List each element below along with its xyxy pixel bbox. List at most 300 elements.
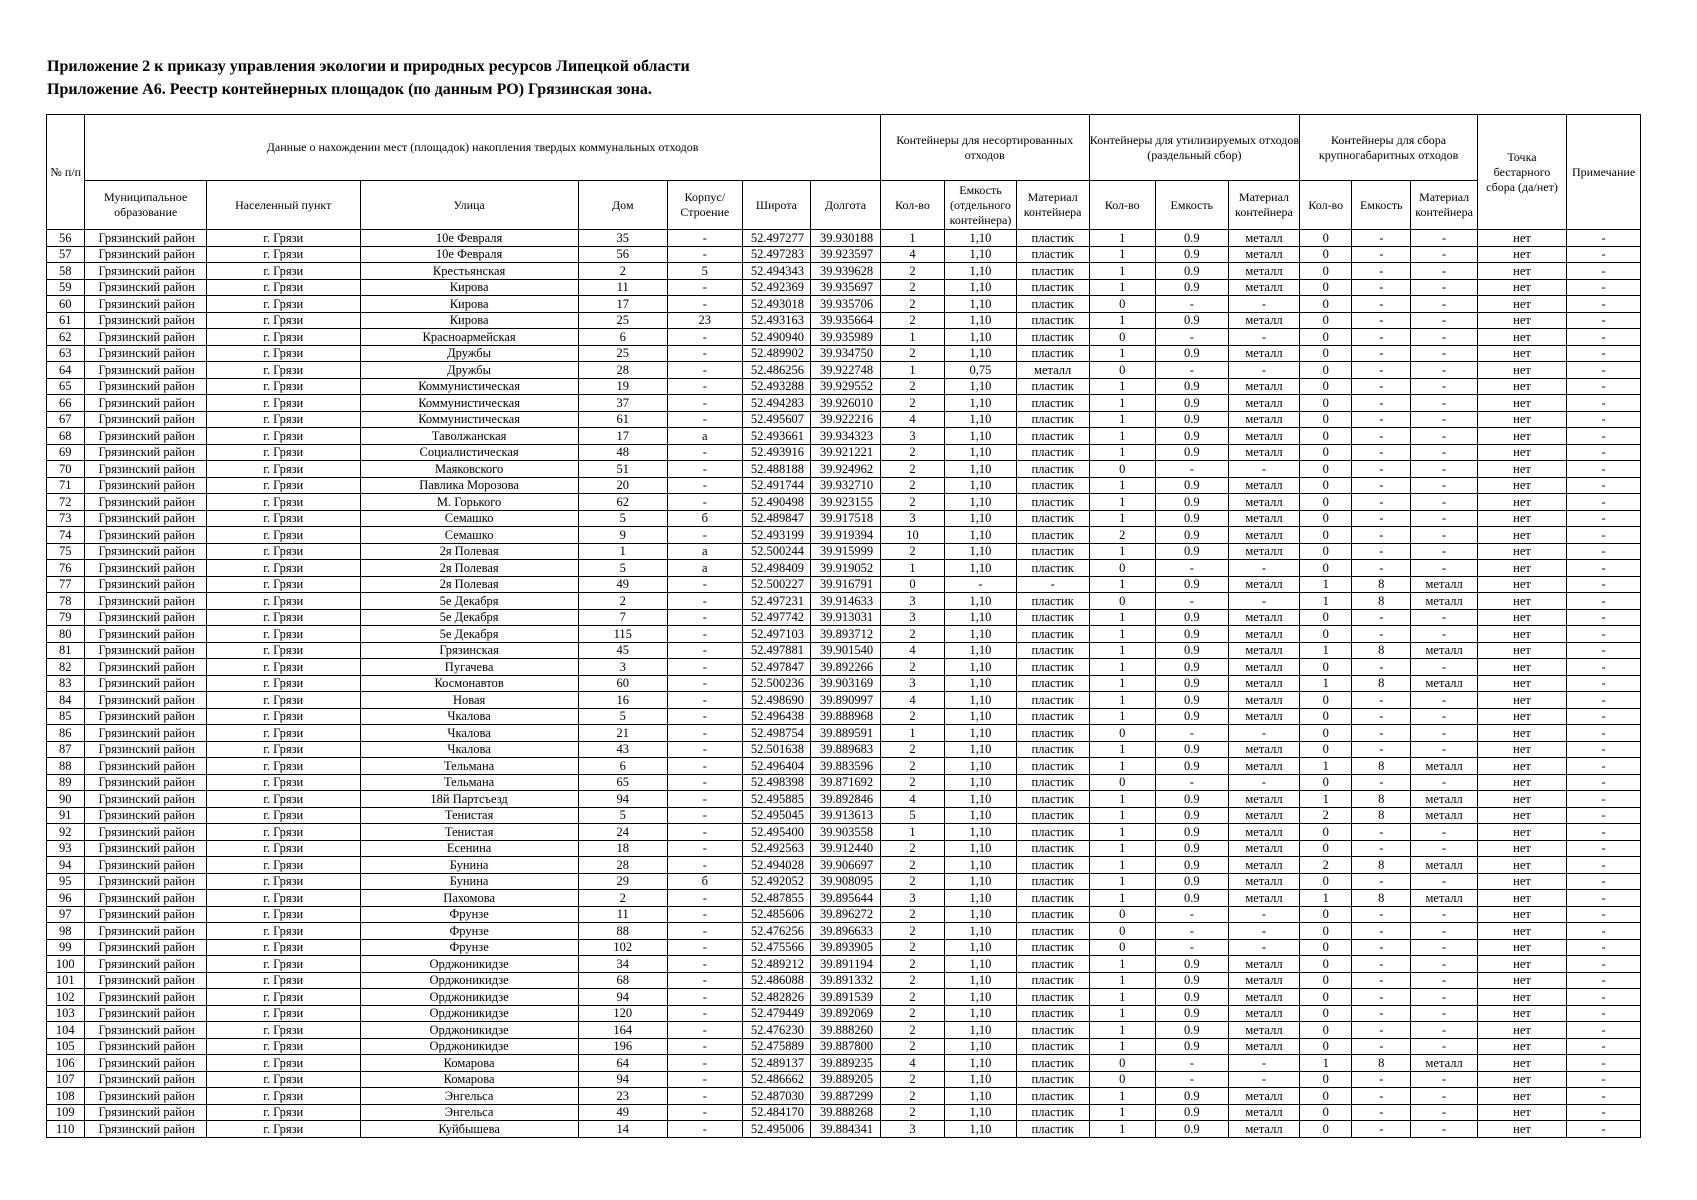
bulky-count-cell: 0 <box>1300 626 1352 643</box>
recyclable-material-cell: металл <box>1228 527 1300 544</box>
recyclable-count-cell: 1 <box>1089 840 1155 857</box>
municipality-cell: Грязинский район <box>85 378 206 395</box>
street-cell: М. Горького <box>360 494 578 511</box>
bulky-count-cell: 0 <box>1300 362 1352 379</box>
recyclable-capacity-cell: 0.9 <box>1155 626 1228 643</box>
longitude-cell: 39.889235 <box>811 1055 881 1072</box>
note-cell: - <box>1567 1121 1641 1138</box>
house-cell: 19 <box>578 378 667 395</box>
bulky-capacity-cell: - <box>1352 774 1411 791</box>
bulky-count-cell: 0 <box>1300 444 1352 461</box>
recyclable-count-cell: 1 <box>1089 741 1155 758</box>
note-cell: - <box>1567 989 1641 1006</box>
recyclable-capacity-cell: 0.9 <box>1155 510 1228 527</box>
longitude-cell: 39.934323 <box>811 428 881 445</box>
house-cell: 16 <box>578 692 667 709</box>
house-cell: 17 <box>578 296 667 313</box>
settlement-cell: г. Грязи <box>206 593 360 610</box>
note-cell: - <box>1567 857 1641 874</box>
settlement-cell: г. Грязи <box>206 626 360 643</box>
municipality-cell: Грязинский район <box>85 758 206 775</box>
bulky-count-cell: 1 <box>1300 791 1352 808</box>
unsorted-capacity-cell: 1,10 <box>945 741 1017 758</box>
building-cell: - <box>667 395 742 412</box>
unsorted-count-cell: 2 <box>880 857 944 874</box>
building-cell: - <box>667 725 742 742</box>
unsorted-capacity-cell: 1,10 <box>945 378 1017 395</box>
row-number: 80 <box>47 626 85 643</box>
bagless-point-cell: нет <box>1477 593 1566 610</box>
unsorted-material-cell: пластик <box>1016 329 1089 346</box>
recyclable-count-cell: 1 <box>1089 807 1155 824</box>
bulky-material-cell: - <box>1411 1088 1477 1105</box>
building-cell: 23 <box>667 312 742 329</box>
recyclable-material-cell: металл <box>1228 989 1300 1006</box>
bulky-material-cell: металл <box>1411 857 1477 874</box>
note-cell: - <box>1567 560 1641 577</box>
unsorted-capacity-cell: 1,10 <box>945 395 1017 412</box>
street-cell: Павлика Морозова <box>360 477 578 494</box>
recyclable-count-cell: 0 <box>1089 725 1155 742</box>
municipality-cell: Грязинский район <box>85 395 206 412</box>
header-recyclable-group: Контейнеры для утилизируемых отходов (раздельный сбор) <box>1089 115 1300 181</box>
bulky-capacity-cell: - <box>1352 428 1411 445</box>
latitude-cell: 52.475889 <box>742 1038 811 1055</box>
unsorted-capacity-cell: 1,10 <box>945 1055 1017 1072</box>
bulky-capacity-cell: - <box>1352 411 1411 428</box>
settlement-cell: г. Грязи <box>206 758 360 775</box>
bulky-material-cell: - <box>1411 609 1477 626</box>
bagless-point-cell: нет <box>1477 296 1566 313</box>
municipality-cell: Грязинский район <box>85 774 206 791</box>
bulky-material-cell: - <box>1411 263 1477 280</box>
building-cell: - <box>667 461 742 478</box>
settlement-cell: г. Грязи <box>206 510 360 527</box>
bulky-capacity-cell: 8 <box>1352 857 1411 874</box>
municipality-cell: Грязинский район <box>85 857 206 874</box>
table-row <box>47 609 1641 626</box>
row-number: 109 <box>47 1104 85 1121</box>
recyclable-material-cell: - <box>1228 725 1300 742</box>
unsorted-material-cell: пластик <box>1016 824 1089 841</box>
building-cell: - <box>667 477 742 494</box>
row-number: 65 <box>47 378 85 395</box>
table-row <box>47 758 1641 775</box>
unsorted-capacity-cell: 1,10 <box>945 543 1017 560</box>
street-cell: Есенина <box>360 840 578 857</box>
recyclable-count-cell: 0 <box>1089 906 1155 923</box>
bulky-capacity-cell: - <box>1352 659 1411 676</box>
recyclable-capacity-cell: - <box>1155 362 1228 379</box>
building-cell: - <box>667 989 742 1006</box>
latitude-cell: 52.495607 <box>742 411 811 428</box>
municipality-cell: Грязинский район <box>85 345 206 362</box>
house-cell: 94 <box>578 791 667 808</box>
bulky-material-cell: - <box>1411 461 1477 478</box>
latitude-cell: 52.489212 <box>742 956 811 973</box>
bulky-capacity-cell: 8 <box>1352 675 1411 692</box>
latitude-cell: 52.482826 <box>742 989 811 1006</box>
note-cell: - <box>1567 1038 1641 1055</box>
recyclable-capacity-cell: 0.9 <box>1155 1038 1228 1055</box>
bulky-capacity-cell: - <box>1352 345 1411 362</box>
bagless-point-cell: нет <box>1477 692 1566 709</box>
street-cell: 18й Партсъезд <box>360 791 578 808</box>
recyclable-count-cell: 1 <box>1089 395 1155 412</box>
row-number: 71 <box>47 477 85 494</box>
unsorted-material-cell: пластик <box>1016 741 1089 758</box>
recyclable-material-cell: - <box>1228 1071 1300 1088</box>
unsorted-material-cell: пластик <box>1016 411 1089 428</box>
bulky-capacity-cell: - <box>1352 263 1411 280</box>
row-number: 92 <box>47 824 85 841</box>
building-cell: - <box>667 230 742 247</box>
row-number: 61 <box>47 312 85 329</box>
longitude-cell: 39.888260 <box>811 1022 881 1039</box>
bulky-material-cell: металл <box>1411 791 1477 808</box>
settlement-cell: г. Грязи <box>206 708 360 725</box>
note-cell: - <box>1567 230 1641 247</box>
unsorted-count-cell: 2 <box>880 279 944 296</box>
longitude-cell: 39.917518 <box>811 510 881 527</box>
municipality-cell: Грязинский район <box>85 576 206 593</box>
table-row <box>47 395 1641 412</box>
bulky-capacity-cell: - <box>1352 725 1411 742</box>
building-cell: - <box>667 527 742 544</box>
street-cell: Чкалова <box>360 708 578 725</box>
street-cell: Комарова <box>360 1055 578 1072</box>
building-cell: - <box>667 972 742 989</box>
row-number: 78 <box>47 593 85 610</box>
recyclable-count-cell: 1 <box>1089 312 1155 329</box>
recyclable-material-cell: металл <box>1228 345 1300 362</box>
unsorted-capacity-cell: 1,10 <box>945 939 1017 956</box>
bulky-material-cell: металл <box>1411 642 1477 659</box>
bulky-count-cell: 0 <box>1300 972 1352 989</box>
recyclable-count-cell: 0 <box>1089 774 1155 791</box>
recyclable-capacity-cell: 0.9 <box>1155 378 1228 395</box>
street-cell: Энгельса <box>360 1088 578 1105</box>
note-cell: - <box>1567 774 1641 791</box>
street-cell: Куйбышева <box>360 1121 578 1138</box>
street-cell: Пугачева <box>360 659 578 676</box>
house-cell: 60 <box>578 675 667 692</box>
bulky-capacity-cell: - <box>1352 609 1411 626</box>
unsorted-capacity-cell: 1,10 <box>945 230 1017 247</box>
table-row <box>47 972 1641 989</box>
row-number: 107 <box>47 1071 85 1088</box>
unsorted-count-cell: 2 <box>880 461 944 478</box>
longitude-cell: 39.935697 <box>811 279 881 296</box>
unsorted-material-cell: пластик <box>1016 527 1089 544</box>
recyclable-material-cell: - <box>1228 1055 1300 1072</box>
bulky-material-cell: - <box>1411 774 1477 791</box>
recyclable-material-cell: - <box>1228 560 1300 577</box>
building-cell: - <box>667 626 742 643</box>
unsorted-material-cell: пластик <box>1016 692 1089 709</box>
municipality-cell: Грязинский район <box>85 741 206 758</box>
unsorted-capacity-cell: 1,10 <box>945 807 1017 824</box>
unsorted-material-cell: пластик <box>1016 560 1089 577</box>
bulky-material-cell: - <box>1411 246 1477 263</box>
bagless-point-cell: нет <box>1477 345 1566 362</box>
house-cell: 2 <box>578 263 667 280</box>
row-number: 67 <box>47 411 85 428</box>
table-row <box>47 378 1641 395</box>
recyclable-capacity-cell: 0.9 <box>1155 873 1228 890</box>
bulky-count-cell: 0 <box>1300 708 1352 725</box>
house-cell: 49 <box>578 576 667 593</box>
municipality-cell: Грязинский район <box>85 1055 206 1072</box>
bagless-point-cell: нет <box>1477 461 1566 478</box>
note-cell: - <box>1567 659 1641 676</box>
bulky-material-cell: - <box>1411 725 1477 742</box>
bagless-point-cell: нет <box>1477 956 1566 973</box>
longitude-cell: 39.929552 <box>811 378 881 395</box>
unsorted-capacity-cell: 1,10 <box>945 989 1017 1006</box>
unsorted-count-cell: 1 <box>880 560 944 577</box>
bulky-material-cell: - <box>1411 873 1477 890</box>
recyclable-material-cell: металл <box>1228 659 1300 676</box>
bagless-point-cell: нет <box>1477 989 1566 1006</box>
note-cell: - <box>1567 939 1641 956</box>
row-number: 81 <box>47 642 85 659</box>
house-cell: 14 <box>578 1121 667 1138</box>
street-cell: 10е Февраля <box>360 230 578 247</box>
settlement-cell: г. Грязи <box>206 807 360 824</box>
note-cell: - <box>1567 593 1641 610</box>
bulky-material-cell: - <box>1411 1071 1477 1088</box>
table-row <box>47 725 1641 742</box>
bulky-count-cell: 0 <box>1300 395 1352 412</box>
building-cell: - <box>667 956 742 973</box>
recyclable-count-cell: 1 <box>1089 626 1155 643</box>
settlement-cell: г. Грязи <box>206 774 360 791</box>
note-cell: - <box>1567 1104 1641 1121</box>
bulky-count-cell: 0 <box>1300 296 1352 313</box>
unsorted-count-cell: 2 <box>880 774 944 791</box>
bulky-count-cell: 0 <box>1300 230 1352 247</box>
note-cell: - <box>1567 1071 1641 1088</box>
table-row <box>47 741 1641 758</box>
recyclable-capacity-cell: 0.9 <box>1155 1005 1228 1022</box>
unsorted-material-cell: пластик <box>1016 840 1089 857</box>
header-municipality: Муниципальное образование <box>85 181 206 230</box>
bulky-material-cell: - <box>1411 1104 1477 1121</box>
street-cell: Комарова <box>360 1071 578 1088</box>
unsorted-material-cell: пластик <box>1016 1005 1089 1022</box>
latitude-cell: 52.500244 <box>742 543 811 560</box>
settlement-cell: г. Грязи <box>206 543 360 560</box>
unsorted-count-cell: 4 <box>880 1055 944 1072</box>
latitude-cell: 52.496438 <box>742 708 811 725</box>
unsorted-count-cell: 2 <box>880 296 944 313</box>
recyclable-count-cell: 1 <box>1089 444 1155 461</box>
building-cell: - <box>667 296 742 313</box>
street-cell: Социалистическая <box>360 444 578 461</box>
longitude-cell: 39.919052 <box>811 560 881 577</box>
table-row <box>47 279 1641 296</box>
unsorted-count-cell: 2 <box>880 1022 944 1039</box>
bulky-material-cell: - <box>1411 1121 1477 1138</box>
building-cell: б <box>667 510 742 527</box>
unsorted-capacity-cell: 1,10 <box>945 510 1017 527</box>
row-number: 95 <box>47 873 85 890</box>
unsorted-count-cell: 3 <box>880 609 944 626</box>
latitude-cell: 52.475566 <box>742 939 811 956</box>
longitude-cell: 39.884341 <box>811 1121 881 1138</box>
recyclable-count-cell: 1 <box>1089 1088 1155 1105</box>
house-cell: 51 <box>578 461 667 478</box>
row-number: 58 <box>47 263 85 280</box>
table-row <box>47 956 1641 973</box>
building-cell: - <box>667 741 742 758</box>
latitude-cell: 52.494028 <box>742 857 811 874</box>
municipality-cell: Грязинский район <box>85 296 206 313</box>
building-cell: - <box>667 362 742 379</box>
table-row <box>47 692 1641 709</box>
recyclable-capacity-cell: - <box>1155 725 1228 742</box>
latitude-cell: 52.476256 <box>742 923 811 940</box>
bagless-point-cell: нет <box>1477 444 1566 461</box>
latitude-cell: 52.494343 <box>742 263 811 280</box>
bulky-count-cell: 0 <box>1300 329 1352 346</box>
table-row <box>47 1005 1641 1022</box>
bulky-count-cell: 1 <box>1300 593 1352 610</box>
unsorted-capacity-cell: 1,10 <box>945 279 1017 296</box>
recyclable-count-cell: 1 <box>1089 246 1155 263</box>
latitude-cell: 52.489902 <box>742 345 811 362</box>
settlement-cell: г. Грязи <box>206 659 360 676</box>
row-number: 82 <box>47 659 85 676</box>
bulky-capacity-cell: - <box>1352 246 1411 263</box>
recyclable-capacity-cell: 0.9 <box>1155 345 1228 362</box>
latitude-cell: 52.501638 <box>742 741 811 758</box>
note-cell: - <box>1567 824 1641 841</box>
street-cell: Кирова <box>360 312 578 329</box>
recyclable-material-cell: металл <box>1228 1088 1300 1105</box>
table-row <box>47 626 1641 643</box>
unsorted-capacity-cell: 1,10 <box>945 428 1017 445</box>
bagless-point-cell: нет <box>1477 246 1566 263</box>
row-number: 73 <box>47 510 85 527</box>
house-cell: 9 <box>578 527 667 544</box>
unsorted-capacity-cell: 1,10 <box>945 296 1017 313</box>
recyclable-material-cell: металл <box>1228 378 1300 395</box>
unsorted-material-cell: пластик <box>1016 956 1089 973</box>
house-cell: 7 <box>578 609 667 626</box>
latitude-cell: 52.493661 <box>742 428 811 445</box>
bulky-capacity-cell: - <box>1352 626 1411 643</box>
note-cell: - <box>1567 890 1641 907</box>
longitude-cell: 39.893905 <box>811 939 881 956</box>
recyclable-count-cell: 0 <box>1089 1071 1155 1088</box>
unsorted-material-cell: пластик <box>1016 494 1089 511</box>
bagless-point-cell: нет <box>1477 510 1566 527</box>
bulky-capacity-cell: - <box>1352 708 1411 725</box>
recyclable-material-cell: металл <box>1228 824 1300 841</box>
building-cell: - <box>667 279 742 296</box>
note-cell: - <box>1567 840 1641 857</box>
recyclable-capacity-cell: 0.9 <box>1155 527 1228 544</box>
building-cell: - <box>667 1038 742 1055</box>
row-number: 106 <box>47 1055 85 1072</box>
header-bulky-group: Контейнеры для сбора крупногабаритных отходов <box>1300 115 1478 181</box>
municipality-cell: Грязинский район <box>85 923 206 940</box>
street-cell: Орджоникидзе <box>360 956 578 973</box>
municipality-cell: Грязинский район <box>85 675 206 692</box>
settlement-cell: г. Грязи <box>206 296 360 313</box>
unsorted-count-cell: 3 <box>880 428 944 445</box>
row-number: 105 <box>47 1038 85 1055</box>
unsorted-count-cell: 2 <box>880 923 944 940</box>
unsorted-capacity-cell: 1,10 <box>945 873 1017 890</box>
table-row <box>47 312 1641 329</box>
bagless-point-cell: нет <box>1477 1104 1566 1121</box>
row-number: 100 <box>47 956 85 973</box>
bulky-capacity-cell: - <box>1352 956 1411 973</box>
unsorted-material-cell: пластик <box>1016 477 1089 494</box>
settlement-cell: г. Грязи <box>206 675 360 692</box>
street-cell: Семашко <box>360 527 578 544</box>
longitude-cell: 39.888968 <box>811 708 881 725</box>
municipality-cell: Грязинский район <box>85 1071 206 1088</box>
street-cell: Дружбы <box>360 345 578 362</box>
unsorted-count-cell: 2 <box>880 939 944 956</box>
note-cell: - <box>1567 708 1641 725</box>
bulky-count-cell: 0 <box>1300 1104 1352 1121</box>
building-cell: - <box>667 494 742 511</box>
unsorted-material-cell: пластик <box>1016 543 1089 560</box>
unsorted-capacity-cell: 1,10 <box>945 1088 1017 1105</box>
unsorted-material-cell: пластик <box>1016 395 1089 412</box>
row-number: 89 <box>47 774 85 791</box>
bulky-material-cell: - <box>1411 477 1477 494</box>
bagless-point-cell: нет <box>1477 1055 1566 1072</box>
unsorted-material-cell: пластик <box>1016 510 1089 527</box>
bulky-capacity-cell: - <box>1352 312 1411 329</box>
bagless-point-cell: нет <box>1477 873 1566 890</box>
house-cell: 37 <box>578 395 667 412</box>
house-cell: 1 <box>578 543 667 560</box>
document-title-line-1: Приложение 2 к приказу управления экологии и природных ресурсов Липецкой области <box>47 58 690 75</box>
table-row <box>47 1038 1641 1055</box>
table-row <box>47 560 1641 577</box>
longitude-cell: 39.891194 <box>811 956 881 973</box>
recyclable-material-cell: металл <box>1228 873 1300 890</box>
unsorted-count-cell: 10 <box>880 527 944 544</box>
recyclable-capacity-cell: 0.9 <box>1155 989 1228 1006</box>
building-cell: - <box>667 708 742 725</box>
unsorted-material-cell: пластик <box>1016 230 1089 247</box>
street-cell: 10е Февраля <box>360 246 578 263</box>
latitude-cell: 52.496404 <box>742 758 811 775</box>
settlement-cell: г. Грязи <box>206 1071 360 1088</box>
house-cell: 88 <box>578 923 667 940</box>
building-cell: б <box>667 873 742 890</box>
bulky-material-cell: - <box>1411 1022 1477 1039</box>
row-number: 98 <box>47 923 85 940</box>
unsorted-count-cell: 2 <box>880 626 944 643</box>
settlement-cell: г. Грязи <box>206 1104 360 1121</box>
unsorted-capacity-cell: 1,10 <box>945 263 1017 280</box>
note-cell: - <box>1567 692 1641 709</box>
house-cell: 11 <box>578 906 667 923</box>
bulky-count-cell: 0 <box>1300 477 1352 494</box>
bulky-capacity-cell: 8 <box>1352 758 1411 775</box>
bulky-count-cell: 0 <box>1300 956 1352 973</box>
note-cell: - <box>1567 246 1641 263</box>
